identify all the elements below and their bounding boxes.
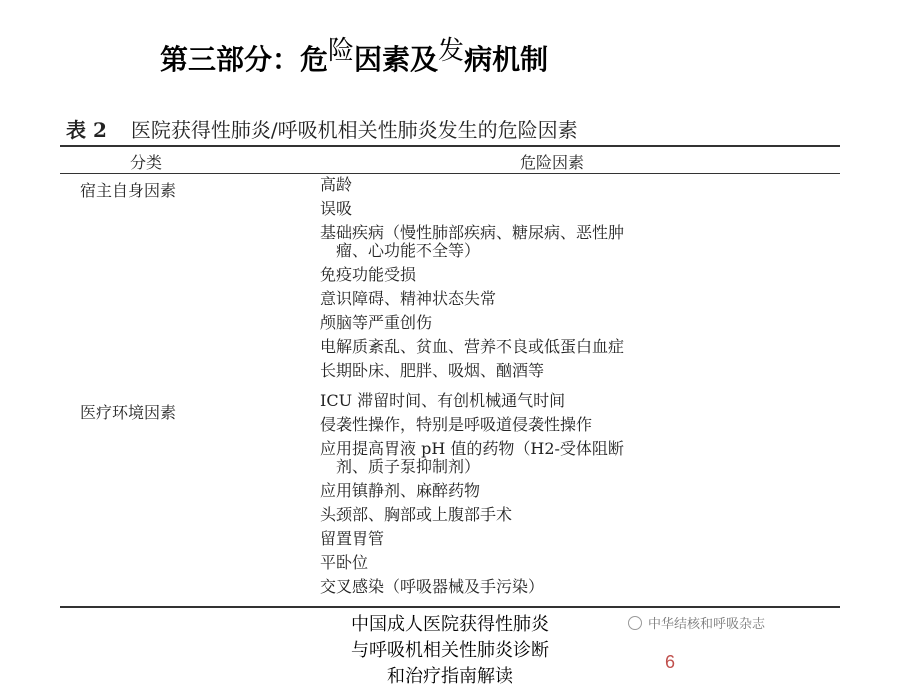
table-top-rule	[60, 145, 840, 147]
source-citation	[315, 612, 585, 687]
page-number: 6	[665, 652, 676, 672]
risk-factor-item	[320, 266, 840, 284]
watermark-text: 中华结核和呼吸杂志	[648, 617, 766, 632]
category-environment: 医疗环境因素	[80, 403, 177, 422]
risk-factor-text: 长期卧床、肥胖、吸烟、酗酒等	[320, 361, 545, 380]
header-category: 分类	[130, 153, 163, 172]
risk-factor-text: 颅脑等严重创伤	[320, 313, 433, 332]
risk-factor-item	[320, 314, 840, 332]
risk-factor-text: 头颈部、胸部或上腹部手术	[320, 505, 513, 524]
risk-factor-item	[320, 530, 840, 548]
source-line: 与呼吸机相关性肺炎诊断	[351, 640, 549, 661]
risk-factor-item	[320, 416, 840, 434]
risk-factor-text: 留置胃管	[320, 529, 385, 548]
wechat-icon	[628, 616, 642, 630]
risk-factor-text: 意识障碍、精神状态失常	[320, 289, 497, 308]
source-line: 和治疗指南解读	[387, 666, 513, 687]
journal-watermark	[628, 613, 765, 632]
risk-factor-item	[320, 482, 840, 500]
risk-factor-text: 应用镇静剂、麻醉药物	[320, 481, 481, 500]
table-bottom-rule	[60, 606, 840, 608]
title-part-5: 病机制	[464, 43, 549, 76]
risk-factor-text: 误吸	[320, 199, 353, 218]
header-factors: 危险因素	[520, 153, 585, 172]
risk-factor-item	[320, 506, 840, 524]
table-caption	[66, 114, 578, 143]
risk-factor-text: 瘤、心功能不全等）	[336, 241, 481, 260]
risk-factor-text: 交叉感染（呼吸器械及手污染）	[320, 577, 545, 596]
slide-title	[160, 30, 548, 78]
risk-factor-text: 基础疾病（慢性肺部疾病、糖尿病、恶性肿	[320, 223, 625, 242]
risk-factor-item	[320, 440, 840, 476]
table-caption-text: 医院获得性肺炎/呼吸机相关性肺炎发生的危险因素	[130, 118, 578, 142]
risk-factor-item	[320, 362, 840, 380]
risk-factor-item	[320, 290, 840, 308]
table-number: 表 2	[66, 118, 107, 142]
title-part-2: 险	[328, 36, 355, 66]
table-header-rule	[60, 173, 840, 174]
risk-factor-text: 电解质紊乱、贫血、营养不良或低蛋白血症	[320, 337, 625, 356]
risk-factor-item	[320, 578, 840, 596]
risk-factor-item	[320, 554, 840, 572]
title-part-3: 因素及	[354, 43, 439, 76]
risk-factor-text: 侵袭性操作，特别是呼吸道侵袭性操作	[320, 415, 593, 434]
risk-factor-text: 剂、质子泵抑制剂）	[336, 457, 481, 476]
risk-factor-text: 平卧位	[320, 553, 369, 572]
source-line: 中国成人医院获得性肺炎	[351, 614, 549, 635]
risk-factor-list	[320, 176, 840, 602]
risk-factor-item	[320, 176, 840, 194]
title-part-1: 第三部分：危	[160, 43, 329, 76]
category-host: 宿主自身因素	[80, 181, 177, 200]
risk-factor-text: 高龄	[320, 175, 353, 194]
risk-factor-item	[320, 224, 840, 260]
risk-factor-item	[320, 338, 840, 356]
risk-factor-item	[320, 392, 840, 410]
risk-factor-text: 应用提高胃液 pH 值的药物（H2-受体阻断	[320, 439, 624, 458]
risk-factor-text: 免疫功能受损	[320, 265, 417, 284]
risk-factor-text: ICU 滞留时间、有创机械通气时间	[320, 391, 566, 410]
risk-factor-item	[320, 200, 840, 218]
title-part-4: 发	[438, 36, 465, 66]
